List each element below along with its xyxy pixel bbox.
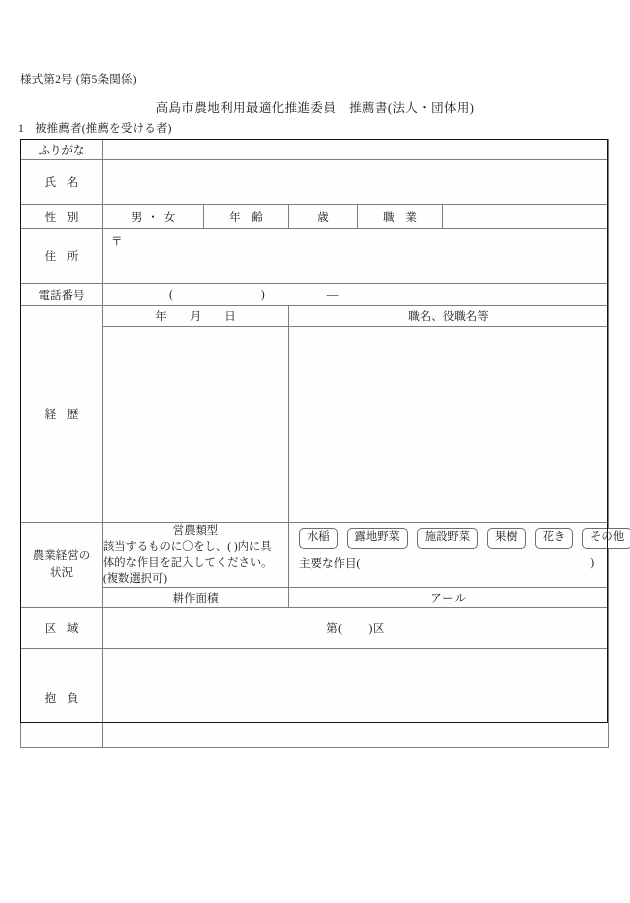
farm-type-options-cell	[289, 523, 625, 588]
telephone-label: 電話番号	[21, 284, 103, 306]
district-suffix: )区	[368, 623, 385, 636]
table-row-name	[21, 160, 609, 205]
gender-value[interactable]: 男 ・ 女	[103, 205, 204, 229]
farm-type-desc-line2: 体的な作目を記入してください。	[103, 557, 273, 570]
document-title: 高島市農地利用最適化推進委員 推薦書(法人・団体用)	[155, 101, 475, 115]
crop-chip-row	[289, 523, 625, 551]
occupation-label: 職 業	[358, 205, 443, 229]
table-row-gender-age-occupation	[21, 205, 609, 229]
farm-type-desc-line1: 該当するものに〇をし、( )内に具	[103, 541, 272, 554]
farm-type-description	[103, 523, 289, 588]
crop-chip-greenhouse-vegetables[interactable]: 施設野菜	[417, 528, 478, 549]
farm-status-label	[21, 523, 103, 608]
telephone-paren-open: (	[169, 288, 173, 301]
aspiration-label: 抱 負	[21, 649, 103, 748]
telephone-dash: —	[326, 288, 339, 301]
main-crop-row[interactable]	[289, 551, 608, 575]
table-row-cultivated-area	[21, 588, 609, 608]
district-prefix: 第(	[326, 623, 343, 636]
furigana-label: ふりがな	[21, 140, 103, 160]
age-unit[interactable]: 歳	[289, 205, 358, 229]
career-date-field[interactable]	[103, 327, 289, 523]
table-row-furigana	[21, 140, 609, 160]
cultivated-area-label: 耕作面積	[103, 588, 289, 608]
crop-chip-flowers[interactable]: 花き	[535, 528, 574, 549]
table-row-farm-type	[21, 523, 609, 588]
crop-chip-fruit-trees[interactable]: 果樹	[487, 528, 526, 549]
main-crop-paren-close: )	[590, 556, 595, 569]
address-label: 住 所	[21, 229, 103, 284]
age-label: 年 齢	[204, 205, 289, 229]
section-number: 1	[18, 123, 24, 135]
section-heading	[18, 120, 172, 136]
aspiration-field[interactable]	[103, 649, 609, 748]
occupation-field[interactable]	[443, 205, 609, 229]
furigana-field[interactable]	[103, 140, 609, 160]
crop-chip-open-field-vegetables[interactable]: 露地野菜	[347, 528, 408, 549]
section-title: 被推薦者(推薦を受ける者)	[34, 123, 172, 135]
table-row-district	[21, 608, 609, 649]
career-label: 経 歴	[21, 306, 103, 523]
table-row-aspiration	[21, 649, 609, 748]
name-label: 氏 名	[21, 160, 103, 205]
career-date-header: 年 月 日	[103, 306, 289, 327]
gender-label: 性 別	[21, 205, 103, 229]
name-field[interactable]	[103, 160, 609, 205]
table-row-career-body	[21, 327, 609, 523]
district-field[interactable]	[103, 608, 609, 649]
table-row-career-header	[21, 306, 609, 327]
farm-status-label-line1: 農業経営の	[32, 550, 91, 563]
table-row-address	[21, 229, 609, 284]
table-row-telephone	[21, 284, 609, 306]
district-label: 区 域	[21, 608, 103, 649]
telephone-paren-close: )	[260, 288, 265, 301]
farm-type-desc-line3: (複数選択可)	[103, 573, 168, 586]
crop-chip-other[interactable]: その他	[582, 528, 630, 549]
address-field[interactable]	[103, 229, 609, 284]
postal-code-mark: 〒	[111, 236, 123, 248]
main-crop-label: 主要な作目(	[299, 557, 361, 570]
crop-chip-rice[interactable]: 水稲	[299, 528, 338, 549]
cultivated-area-field[interactable]: アール	[289, 588, 609, 608]
career-title-header: 職名、役職名等	[289, 306, 609, 327]
form-number: 様式第2号 (第5条関係)	[20, 74, 137, 86]
career-title-field[interactable]	[289, 327, 609, 523]
farm-status-label-line2: 状況	[50, 567, 73, 580]
telephone-field[interactable]	[103, 284, 609, 306]
farm-type-title: 営農類型	[172, 525, 219, 537]
recommendation-form-table	[20, 139, 625, 748]
